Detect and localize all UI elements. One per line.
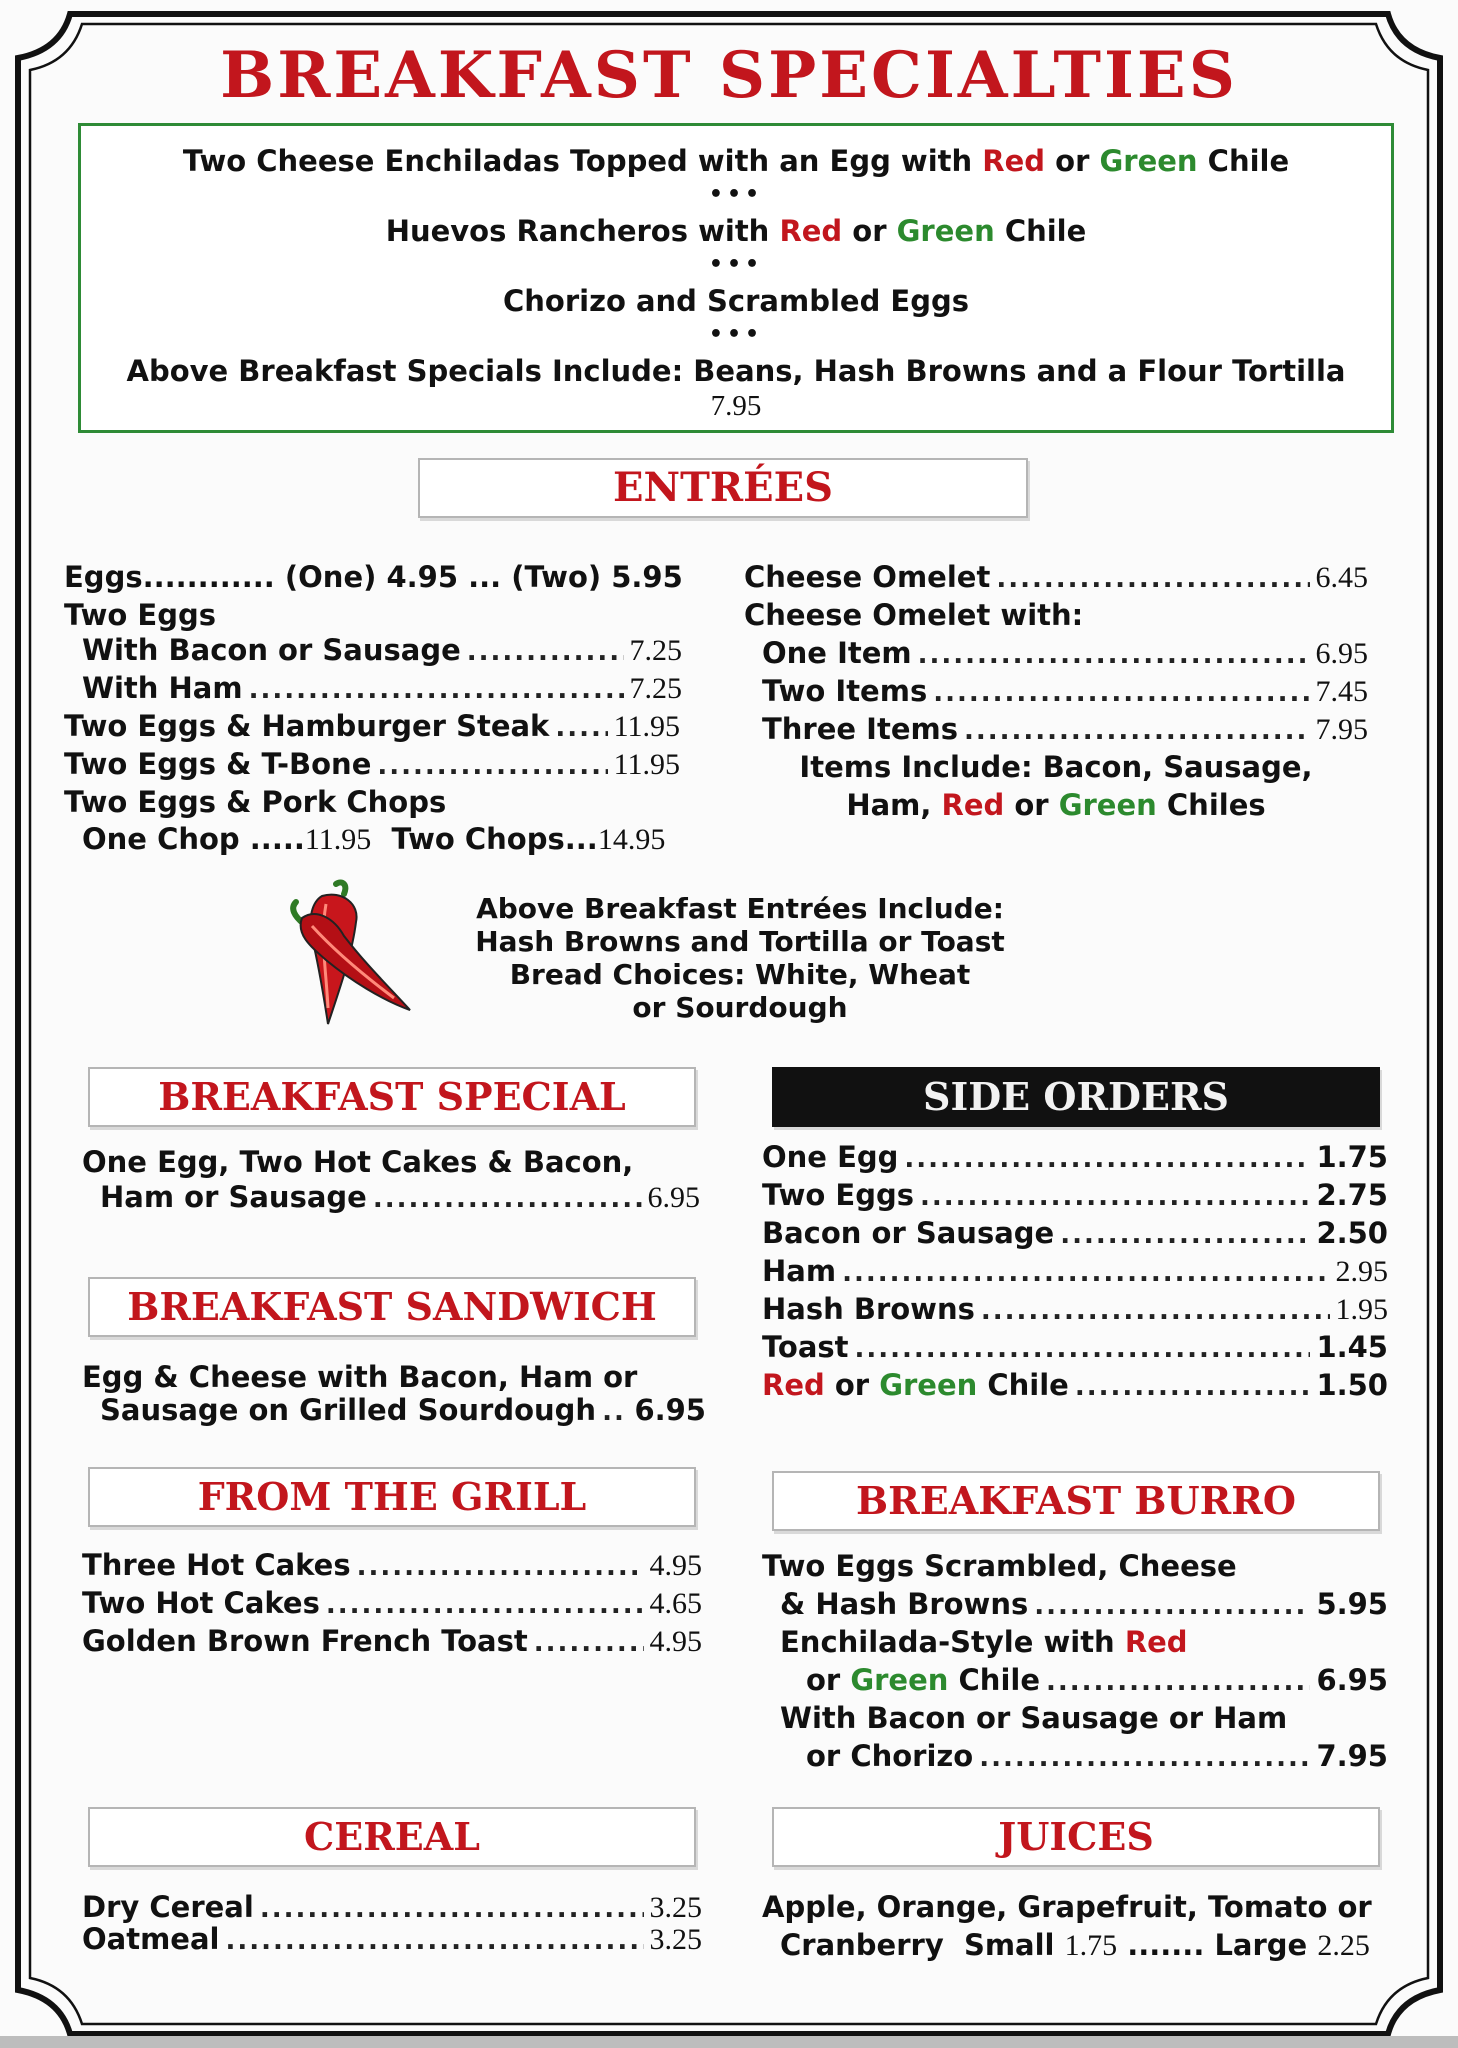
burro-enchilada: or Green Chile ..... 6.95 (806, 1663, 1388, 1697)
grill-item: Golden Brown French Toast ..... 4.95 (82, 1624, 702, 1659)
note-line: or Sourdough (632, 991, 848, 1024)
special-huevos-rancheros: Huevos Rancheros with Red or Green Chile (385, 214, 1087, 248)
specials-price: 7.95 (710, 390, 762, 422)
omelet-one-item: One Item ..... 6.95 (762, 636, 1368, 671)
side-order-item: Bacon or Sausage ..... 2.50 (762, 1216, 1388, 1250)
entrees-heading: ENTRÉES (418, 458, 1028, 518)
breakfast-burro-heading: BREAKFAST BURRO (772, 1471, 1380, 1531)
special-enchiladas: Two Cheese Enchiladas Topped with an Egg with Red or Green Chile (182, 144, 1290, 178)
grill-item: Two Hot Cakes ..... 4.65 (82, 1586, 702, 1621)
separator-dots: ••• (708, 252, 764, 277)
burro-desc: Two Eggs Scrambled, Cheese (762, 1549, 1237, 1583)
side-order-item: Hash Browns ..... 1.95 (762, 1292, 1388, 1327)
burro-basic: & Hash Browns ..... 5.95 (780, 1587, 1388, 1621)
grill-item: Three Hot Cakes ..... 4.95 (82, 1548, 702, 1583)
side-order-item: Toast ..... 1.45 (762, 1330, 1388, 1364)
entree-ham: With Ham ..... 7.25 (82, 671, 682, 706)
specials-box (78, 123, 1394, 433)
entree-bacon-sausage: With Bacon or Sausage ..... 7.25 (82, 633, 682, 668)
separator-dots: ••• (708, 182, 764, 207)
cereal-heading: CEREAL (88, 1807, 696, 1867)
chile-peppers-icon (282, 878, 414, 1028)
entree-two-eggs: Two Eggs (64, 598, 216, 632)
omelet-items-list: Ham, Red or Green Chiles (846, 788, 1266, 822)
note-line: Above Breakfast Entrées Include: (476, 892, 1004, 925)
breakfast-special-heading: BREAKFAST SPECIAL (88, 1067, 696, 1127)
side-order-chile: Red or Green Chile ..... 1.50 (762, 1368, 1388, 1402)
breakfast-special-desc: One Egg, Two Hot Cakes & Bacon, (82, 1145, 634, 1179)
omelet-cheese: Cheese Omelet ..... 6.45 (744, 560, 1368, 595)
side-order-item: Ham ..... 2.95 (762, 1254, 1388, 1289)
breakfast-sandwich-heading: BREAKFAST SANDWICH (88, 1277, 696, 1337)
cereal-item: Dry Cereal ..... 3.25 (82, 1890, 702, 1925)
juices-prices: Cranberry Small 1.75 ....... Large 2.25 (780, 1928, 1370, 1962)
side-orders-heading: SIDE ORDERS (772, 1067, 1380, 1127)
side-order-item: Two Eggs ..... 2.75 (762, 1178, 1388, 1212)
separator-dots: ••• (708, 322, 764, 347)
juices-desc: Apple, Orange, Grapefruit, Tomato or (762, 1890, 1372, 1924)
burro-meat-desc: With Bacon or Sausage or Ham (780, 1701, 1288, 1735)
omelet-two-items: Two Items ..... 7.45 (762, 674, 1368, 709)
note-line: Bread Choices: White, Wheat (509, 958, 971, 991)
from-the-grill-heading: FROM THE GRILL (88, 1467, 696, 1527)
side-order-item: One Egg ..... 1.75 (762, 1140, 1388, 1174)
entree-eggs: Eggs............ (One) 4.95 ... (Two) 5.95 (64, 560, 683, 594)
juices-heading: JUICES (772, 1807, 1380, 1867)
entree-pork-chops: Two Eggs & Pork Chops (64, 785, 447, 819)
entree-chops-prices: One Chop .....11.95 Two Chops...14.95 (82, 822, 666, 856)
note-line: Hash Browns and Tortilla or Toast (475, 925, 1005, 958)
breakfast-sandwich-item: Sausage on Grilled Sourdough ..... 6.95 (100, 1393, 706, 1427)
breakfast-special-item: Ham or Sausage ..... 6.95 (100, 1180, 700, 1215)
breakfast-sandwich-desc: Egg & Cheese with Bacon, Ham or (82, 1360, 638, 1394)
burro-enchilada-desc: Enchilada-Style with Red (780, 1625, 1188, 1659)
entree-t-bone: Two Eggs & T-Bone ..... 11.95 (64, 747, 680, 782)
omelet-items-include: Items Include: Bacon, Sausage, (799, 750, 1313, 784)
specials-note: Above Breakfast Specials Include: Beans, Hash Browns and a Flour Tortilla (126, 354, 1346, 388)
entrees-includes-note (460, 892, 1020, 1024)
special-chorizo: Chorizo and Scrambled Eggs (502, 284, 970, 318)
entree-hamburger-steak: Two Eggs & Hamburger Steak ..... 11.95 (64, 709, 680, 744)
burro-meat: or Chorizo ..... 7.95 (806, 1739, 1388, 1773)
cereal-item: Oatmeal ..... 3.25 (82, 1922, 702, 1957)
omelet-three-items: Three Items ..... 7.95 (762, 712, 1368, 747)
omelet-with: Cheese Omelet with: (744, 598, 1084, 632)
page-title: BREAKFAST SPECIALTIES (220, 38, 1238, 113)
